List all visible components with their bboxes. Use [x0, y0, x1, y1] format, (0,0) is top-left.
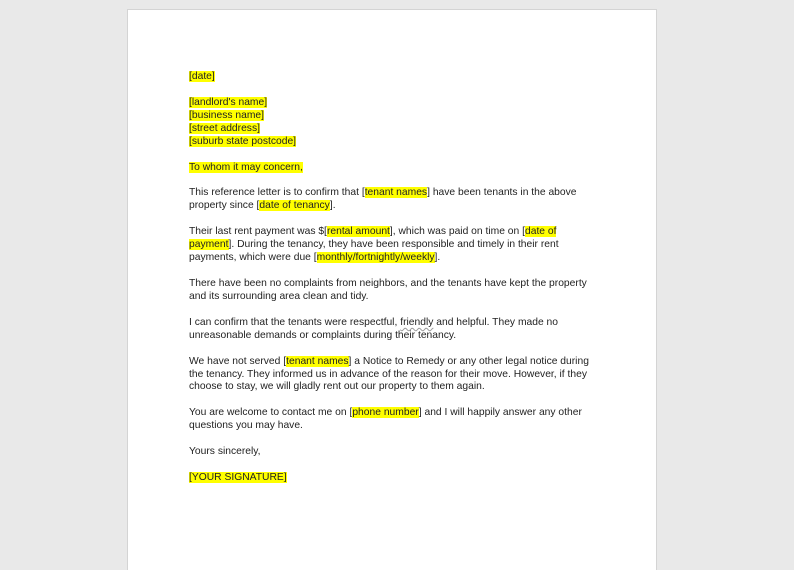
paragraph-neighbors — [189, 278, 599, 304]
tenant-names-placeholder[interactable]: tenant names — [364, 187, 428, 199]
rental-amount-placeholder[interactable]: rental amount — [326, 226, 390, 238]
date-of-payment-placeholder-cont[interactable]: payment — [189, 239, 229, 251]
street-address-placeholder[interactable]: [street address] — [189, 122, 260, 134]
text: the tenancy. They informed us in advance of the reason for their move. However, if they — [189, 368, 587, 380]
date-of-tenancy-placeholder[interactable]: date of tenancy — [259, 200, 330, 212]
text: questions you may have. — [189, 420, 303, 432]
closing-text: Yours sincerely, — [189, 446, 261, 458]
text: ]. During the tenancy, they have been responsible and timely in their rent — [228, 239, 559, 251]
text: There have been no complaints from neighbors, and the tenants have kept the property — [189, 277, 587, 289]
landlord-name-placeholder[interactable]: [landlord's name] — [189, 96, 268, 108]
spellcheck-word[interactable]: friendly — [400, 316, 434, 328]
text: ]. — [329, 200, 336, 212]
document-page — [128, 10, 656, 570]
text: unreasonable demands or complaints during their tenancy. — [189, 329, 457, 341]
text: and its surrounding area clean and tidy. — [189, 290, 369, 302]
text: ], which was paid on time on [ — [389, 226, 525, 238]
signature-block — [189, 472, 599, 485]
text: You are welcome to contact me on [ — [189, 407, 353, 419]
paragraph-notices — [189, 356, 599, 395]
closing — [189, 446, 599, 459]
recipient-address — [189, 97, 599, 149]
paragraph-confirmation — [189, 187, 599, 213]
text: I can confirm that the tenants were respectful, — [189, 316, 401, 328]
text: ]. — [434, 252, 441, 264]
business-name-placeholder[interactable]: [business name] — [189, 109, 264, 121]
text: ] a Notice to Remedy or any other legal notice during — [348, 355, 589, 367]
tenant-names-placeholder[interactable]: tenant names — [286, 355, 349, 367]
salutation-text[interactable]: To whom it may concern, — [189, 161, 303, 173]
date-block — [189, 71, 599, 84]
letter-body — [189, 71, 599, 498]
text: payments, which were due [ — [189, 252, 317, 264]
phone-number-placeholder[interactable]: phone number — [352, 407, 419, 419]
salutation — [189, 162, 599, 175]
text: We have not served [ — [189, 355, 287, 367]
text: This reference letter is to confirm that [ — [189, 187, 365, 199]
text: choose to stay, we will gladly rent out our property to them again. — [189, 381, 485, 393]
paragraph-contact — [189, 407, 599, 433]
suburb-placeholder[interactable]: [suburb state postcode] — [189, 135, 297, 147]
signature-placeholder[interactable]: [YOUR SIGNATURE] — [189, 472, 287, 484]
paragraph-conduct — [189, 317, 599, 343]
date-placeholder[interactable]: [date] — [189, 71, 215, 82]
frequency-placeholder[interactable]: monthly/fortnightly/weekly — [316, 252, 435, 264]
text: ] have been tenants in the above — [427, 187, 577, 199]
date-of-payment-placeholder[interactable]: date of — [524, 226, 557, 238]
text: ] and I will happily answer any other — [418, 407, 582, 419]
text: Their last rent payment was $[ — [189, 226, 327, 238]
text: and helpful. They made no — [433, 316, 559, 328]
text: property since [ — [189, 200, 260, 212]
paragraph-payment — [189, 226, 599, 265]
